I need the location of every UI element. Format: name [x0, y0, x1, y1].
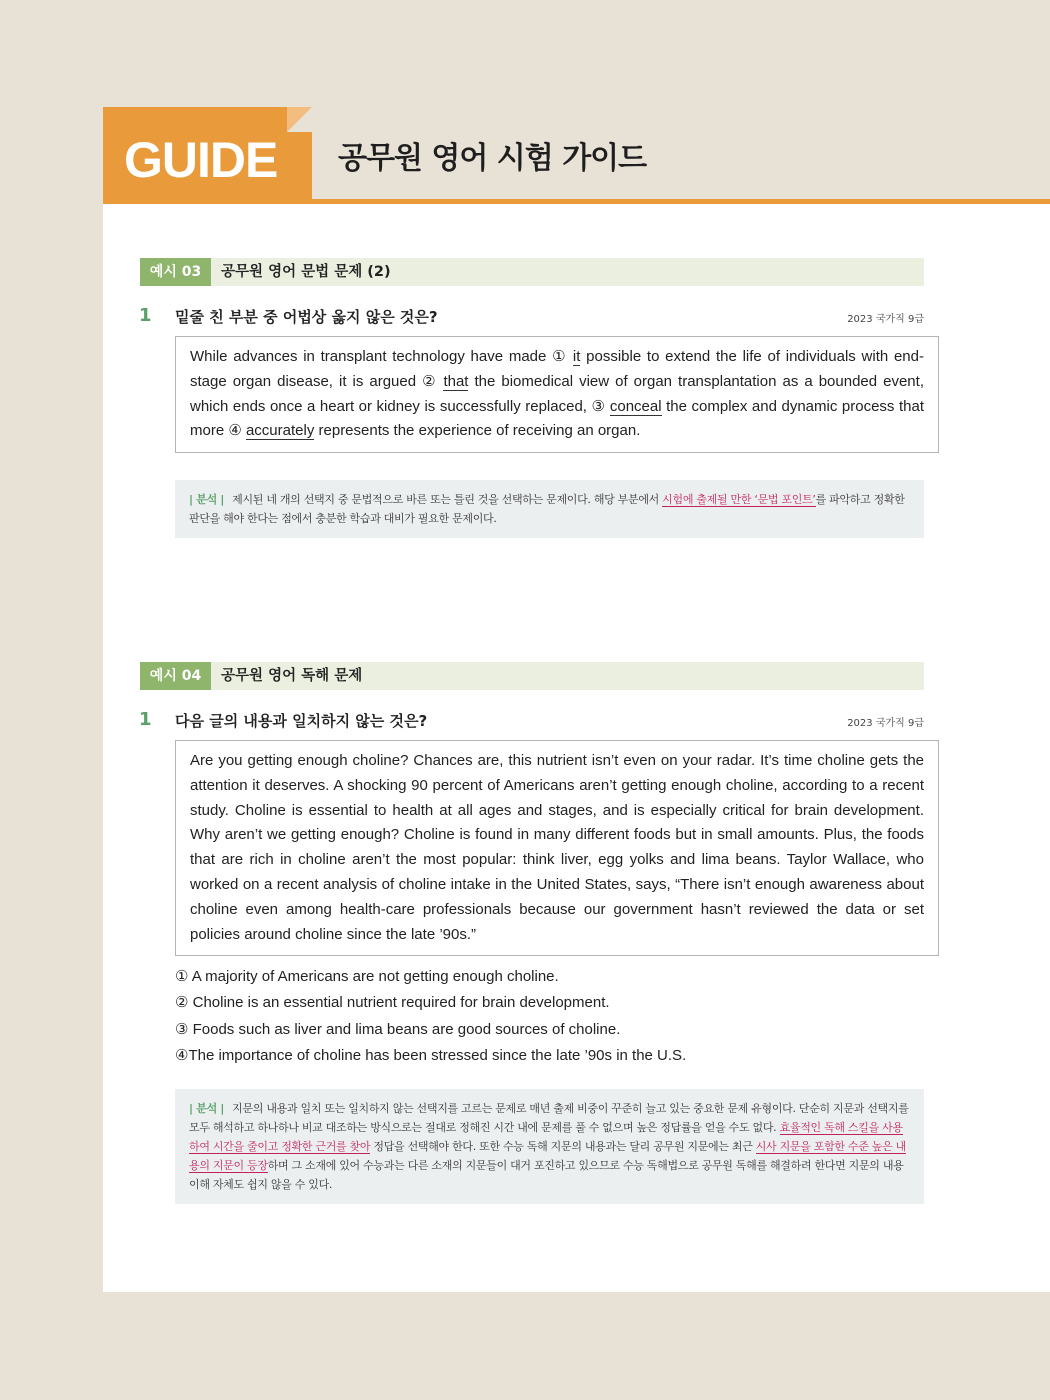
- question-number: 1: [139, 305, 152, 326]
- section-title: 공무원 영어 문법 문제 (2): [221, 264, 391, 280]
- section-title: 공무원 영어 독해 문제: [221, 668, 363, 684]
- reading-passage: Are you getting enough choline? Chances are, this nutrient isn’t even on your radar. It’s time choline gets the attention it deserves. A shocking 90 percent of Americans aren’t getting enough choline, according to a recent study. Choline is essential to health at all ages and stages, and is especially critical for brain development. Why aren’t we getting enough? Choline is found in many different foods but in small amounts. Plus, the foods that are rich in choline aren’t the most popular: think liver, egg yolks and lima beans. Taylor Wallace, who worked on a recent analysis of choline intake in the United States, says, “There isn’t enough awareness about choline even among health-care professionals because our government hasn’t reviewed the data or set policies around choline since the late ’90s.”: [175, 740, 939, 956]
- question-number: 1: [139, 709, 152, 730]
- section-header-example-03: [140, 258, 924, 286]
- question-source: 2023 국가직 9급: [847, 314, 924, 325]
- grammar-passage: [175, 336, 939, 453]
- page-title: 공무원 영어 시험 가이드: [338, 141, 647, 176]
- section-header-example-04: [140, 662, 924, 690]
- analysis-text: 지문의 내용과 일치 또는 일치하지 않는 선택지를 고르는 문제로 매년 출제 비중이 꾸준히 늘고 있는 중요한 문제 유형이다. 단순히 지문과 선택지를 모두 해석하고 하나하나 비교 대조하는 방식으로는 절대로 정해진 시간 내에 문제를 풀 수 없으며 높은 정답률을 얻을 수도 없다.: [189, 1102, 909, 1134]
- section-tag: 예시 04: [140, 662, 211, 690]
- answer-choices: [175, 964, 915, 1069]
- underlined-option-4: accurately: [245, 422, 315, 440]
- passage-text: While advances in transplant technology have made ①: [190, 348, 573, 365]
- analysis-box-example-03: [175, 480, 924, 538]
- analysis-tag: | 분석 |: [189, 493, 225, 506]
- section-tag: 예시 03: [140, 258, 211, 286]
- answer-choice-4[interactable]: ④The importance of choline has been stressed since the late ’90s in the U.S.: [175, 1046, 687, 1064]
- answer-choice-2[interactable]: ② Choline is an essential nutrient required for brain development.: [175, 994, 610, 1012]
- header-divider: [103, 199, 1050, 204]
- analysis-text: 를 파악하고 정확한 판단을 해야 한다는 점에서 충분한 학습과 대비가 필요한 문제이다.: [189, 493, 905, 525]
- answer-choice-1[interactable]: ① A majority of Americans are not getting enough choline.: [175, 968, 559, 985]
- analysis-box-example-04: [175, 1089, 924, 1204]
- analysis-text: 정답을 선택해야 한다. 또한 수능 독해 지문의 내용과는 달리 공무원 지문에는 최근: [370, 1140, 756, 1153]
- analysis-highlight: 시험에 출제될 만한 ‘문법 포인트’: [662, 493, 816, 506]
- passage-text: the complex and dynamic process that more ④: [190, 397, 924, 440]
- guide-label: GUIDE: [124, 132, 278, 188]
- guide-tab-fold: [287, 107, 312, 132]
- passage-text: the biomedical view of organ transplantation as a bounded event, which ends once a heart or kidney is successfully replaced, ③: [190, 372, 924, 415]
- underlined-option-1: it: [572, 348, 581, 365]
- passage-text: possible to extend the life of individuals with end-stage organ disease, it is argued ②: [190, 348, 924, 390]
- question-text: 다음 글의 내용과 일치하지 않는 것은?: [175, 712, 428, 730]
- analysis-tag: | 분석 |: [189, 1102, 225, 1115]
- question-source: 2023 국가직 9급: [847, 718, 924, 729]
- question-text: 밑줄 친 부분 중 어법상 옳지 않은 것은?: [175, 308, 438, 326]
- analysis-text: 제시된 네 개의 선택지 중 문법적으로 바른 또는 틀린 것을 선택하는 문제이다. 해당 부분에서: [232, 493, 663, 506]
- underlined-option-3: conceal: [609, 397, 662, 415]
- analysis-text: 하며 그 소재에 있어 수능과는 다른 소재의 지문들이 대거 포진하고 있으므로 수능 독해법으로 공무원 독해를 해결하려 한다면 지문의 내용 이해 자체도 쉽지 않을 수 있다.: [189, 1159, 904, 1191]
- passage-text: represents the experience of receiving an organ.: [314, 422, 641, 440]
- answer-choice-3[interactable]: ③ Foods such as liver and lima beans are good sources of choline.: [175, 1020, 621, 1038]
- underlined-option-2: that: [443, 372, 469, 390]
- analysis-highlight: 시사 지문을 포함한 수준 높은 내용의 지문이 등장: [189, 1140, 906, 1172]
- analysis-highlight: 효율적인 독해 스킬을 사용하여 시간을 줄이고 정확한 근거를 찾아: [189, 1121, 903, 1153]
